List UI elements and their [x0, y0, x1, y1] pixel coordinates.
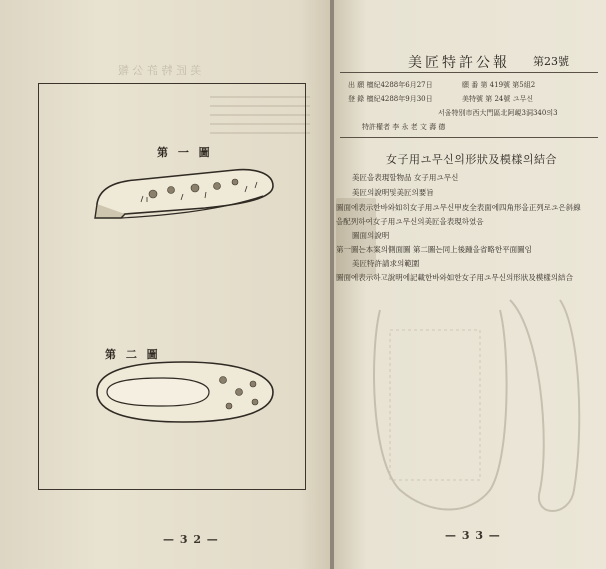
body-line-3: 圖面에表示한바와如히女子用ユ무신甲皮全表面에四角形을正列로ユ은斜線	[336, 203, 581, 212]
body-line-4: 을配列하여女子用ユ무신의美匠을表現하였음	[336, 217, 484, 226]
body-line-6: 第一圖는本案의側面圖 第二圖는同上後踵을省略한平面圖임	[336, 245, 532, 254]
meta-address: 서울特別市西大門區北阿峴3洞340의3	[438, 109, 558, 117]
figure-1-label: 第 一 圖	[157, 146, 213, 159]
shoe-side-view-drawing	[85, 160, 285, 230]
right-page-number: — 3 3 —	[445, 529, 501, 542]
document-title: 女子用ユ무신의形狀及模樣의結合	[386, 153, 558, 166]
header-rule	[340, 72, 598, 73]
meta-registration-number: 美特號 第 24號 ユ무신	[462, 95, 534, 103]
body-line-5: 圖面의說明	[352, 231, 390, 240]
meta-rule	[340, 137, 598, 138]
body-line-7: 美匠特許請求의範圍	[352, 259, 420, 268]
body-line-1: 美匠을表現할物品 女子用ユ무신	[352, 173, 459, 182]
ghost-header-text: 美 匠 特 許 公 報	[118, 64, 202, 77]
shoe-opening	[107, 378, 209, 406]
issue-number: 第23號	[533, 55, 569, 68]
meta-patent-holder: 特許權者 李 永 老 文 壽 德	[362, 123, 446, 131]
shoe-top-view-drawing	[83, 352, 283, 432]
ghost-shoe-bleedthrough	[360, 290, 590, 520]
figure-frame	[38, 83, 306, 490]
meta-application-date: 出 願 檀紀4288年6月27日	[348, 81, 433, 89]
gazette-title: 美匠特許公報	[408, 55, 510, 71]
ink-smudge	[336, 198, 376, 278]
shoe-outline	[97, 170, 273, 215]
meta-registration-date: 登 錄 檀紀4288年9月30日	[348, 95, 433, 103]
left-page-number: — 3 2 —	[163, 533, 219, 546]
figure-2-label: 第 二 圖	[105, 348, 161, 361]
body-line-8: 圖面에表示하고說明에記載한바와如한女子用ユ무신의形狀及模樣의結合	[336, 273, 573, 282]
meta-application-number: 願 番 第 419號 第5組2	[462, 81, 536, 89]
body-line-2: 美匠의說明및美匠의要旨	[352, 188, 434, 197]
